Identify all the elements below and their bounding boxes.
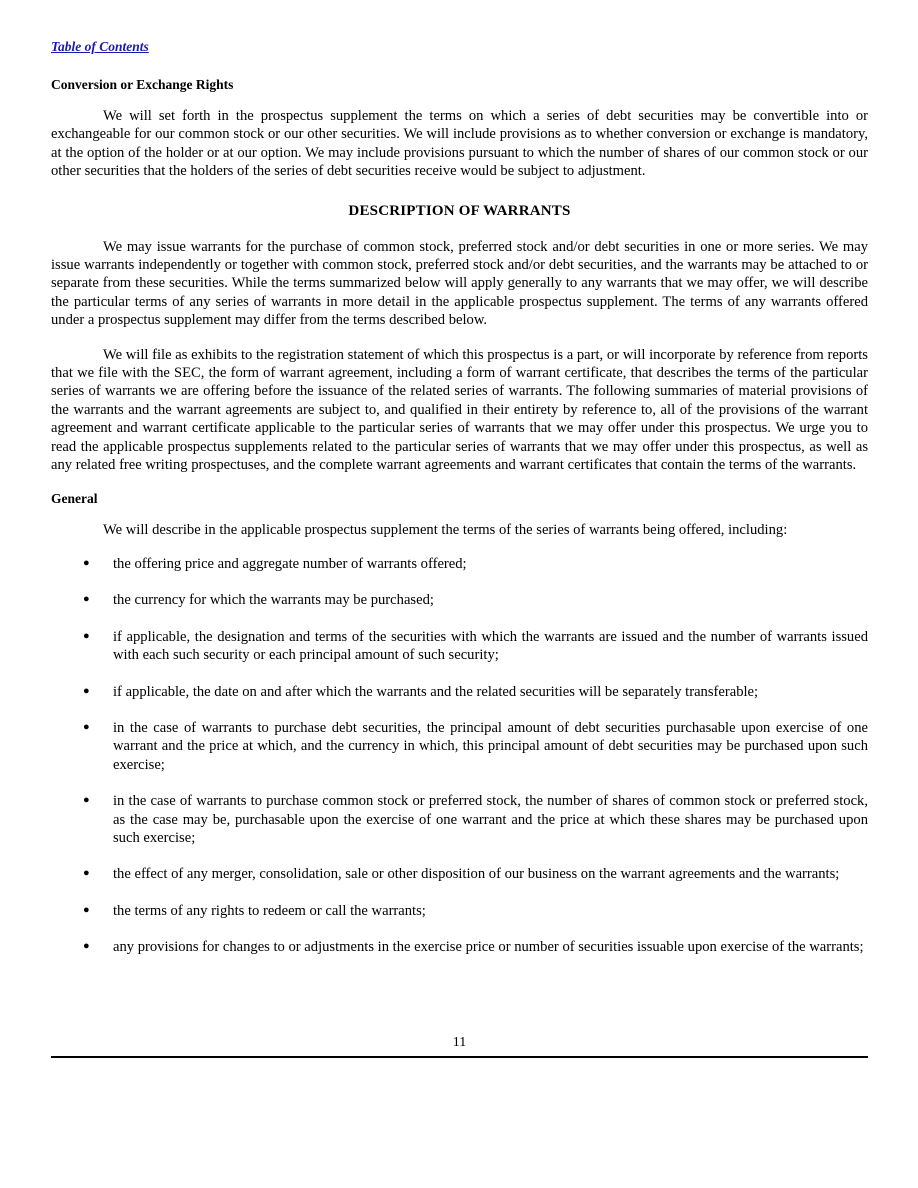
list-item: ● in the case of warrants to purchase common stock or preferred stock, the number of shares of common stock or preferred stock, as the case may be, purchasable upon the exercise of one warrant and the price at which these shares may be purchased upon such exercise; <box>51 792 868 847</box>
footer-divider <box>51 1056 868 1058</box>
list-item: ● if applicable, the date on and after which the warrants and the related securities will be separately transferable; <box>51 683 868 701</box>
list-item: ● any provisions for changes to or adjustments in the exercise price or number of securities issuable upon exercise of the warrants; <box>51 938 868 956</box>
paragraph-general-intro: We will describe in the applicable prospectus supplement the terms of the series of warrants being offered, including: <box>103 521 788 538</box>
table-of-contents-link[interactable]: Table of Contents <box>51 39 149 54</box>
list-item: ● if applicable, the designation and terms of the securities with which the warrants are issued and the number of warrants issued with each such security or each principal amount of such security; <box>51 628 868 665</box>
page-title-description-of-warrants: DESCRIPTION OF WARRANTS <box>348 202 571 219</box>
list-item: ● the offering price and aggregate number of warrants offered; <box>51 555 868 573</box>
page-number: 11 <box>452 1035 467 1050</box>
list-item: ● the effect of any merger, consolidation, sale or other disposition of our business on the warrant agreements and the warrants; <box>51 865 868 883</box>
list-item: ● the currency for which the warrants may be purchased; <box>51 591 868 609</box>
section-heading-general: General <box>51 490 98 506</box>
section-heading-conversion-or-exchange-rights: Conversion or Exchange Rights <box>51 77 234 92</box>
list-item: ● the terms of any rights to redeem or call the warrants; <box>51 902 868 920</box>
list-item: ● in the case of warrants to purchase debt securities, the principal amount of debt securities purchasable upon exercise of one warrant and the price at which, and the currency in which, this principal amount of debt securities may be purchased upon such exercise; <box>51 719 868 774</box>
warrant-terms-list <box>51 555 868 957</box>
paragraph-warrant-exhibits: We will file as exhibits to the registration statement of which this prospectus is a part, or will incorporate by reference from reports that we file with the SEC, the form of warrant agreement, including a form of warrant certificate, that describes the terms of the particular series of warrants we are offering before the issuance of the related series of warrants. The following summaries of material provisions of the warrants and the warrant agreements are subject to, and qualified in their entirety by reference to, all of the provisions of the warrant agreement and warrant certificate applicable to the particular series of warrants that we may offer under this prospectus. We urge you to read the applicable prospectus supplements related to the particular series of warrants that we may offer under this prospectus, as well as any related free writing prospectuses, and the complete warrant agreements and warrant certificates that contain the terms of the warrants. <box>51 346 868 474</box>
paragraph-warrants-overview: We may issue warrants for the purchase of common stock, preferred stock and/or debt securities in one or more series. We may issue warrants independently or together with common stock, preferred stock and/or debt securities, and the warrants may be attached to or separate from these securities. While the terms summarized below will apply generally to any warrants that we may offer, we will describe the particular terms of any series of warrants in more detail in the applicable prospectus supplement. The terms of any warrants offered under a prospectus supplement may differ from the terms described below. <box>51 238 868 329</box>
paragraph-conversion-rights: We will set forth in the prospectus supplement the terms on which a series of debt securities may be convertible into or exchangeable for our common stock or our other securities. We will include provisions as to whether conversion or exchange is mandatory, at the option of the holder or at our option. We may include provisions pursuant to which the number of shares of our common stock or our other securities that the holders of the series of debt securities receive would be subject to adjustment. <box>51 108 868 180</box>
page-footer <box>51 1035 868 1058</box>
